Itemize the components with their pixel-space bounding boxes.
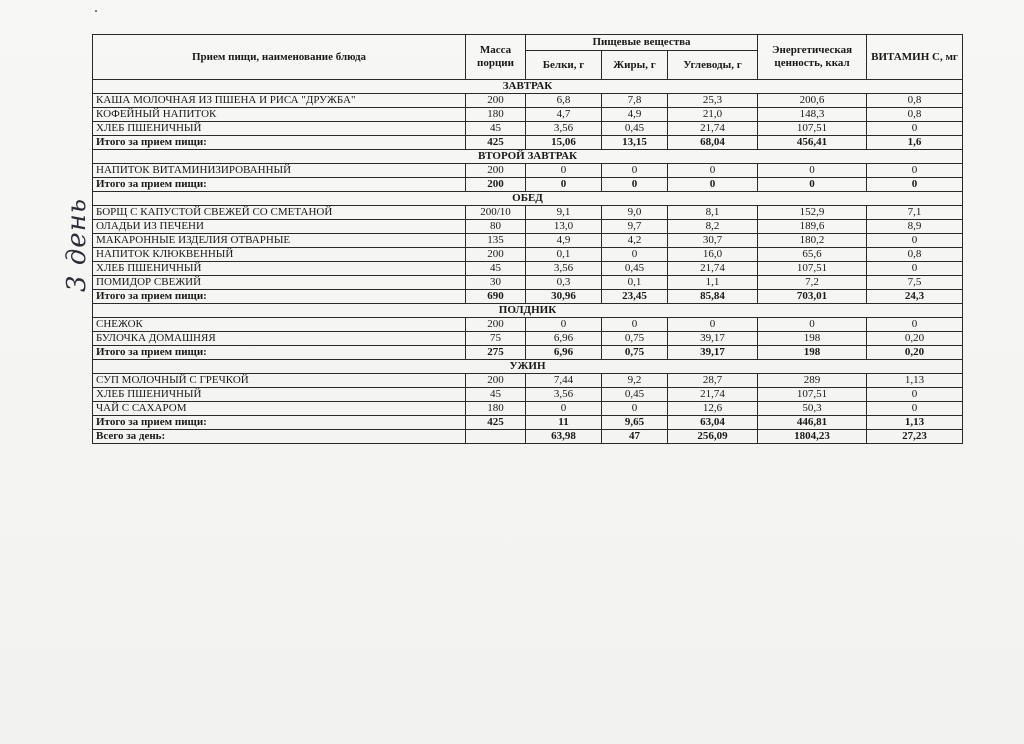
cell-mass: 75	[466, 332, 526, 346]
dish-row	[93, 94, 963, 108]
cell-energy: 198	[758, 346, 867, 360]
cell-vitc: 1,13	[867, 374, 963, 388]
cell-vitc: 0	[867, 388, 963, 402]
cell-carbs: 8,2	[668, 220, 758, 234]
cell-energy: 0	[758, 178, 867, 192]
cell-vitc: 0	[867, 262, 963, 276]
total-row	[93, 430, 963, 444]
cell-energy: 65,6	[758, 248, 867, 262]
cell-protein: 9,1	[526, 206, 602, 220]
cell-protein: 0	[526, 164, 602, 178]
cell-vitc: 0,20	[867, 332, 963, 346]
cell-fat: 4,2	[602, 234, 668, 248]
cell-vitc: 0,8	[867, 108, 963, 122]
cell-energy: 152,9	[758, 206, 867, 220]
dish-name: СУП МОЛОЧНЫЙ С ГРЕЧКОЙ	[93, 374, 466, 388]
dish-name: ПОМИДОР СВЕЖИЙ	[93, 276, 466, 290]
cell-vitc: 0	[867, 164, 963, 178]
cell-protein: 30,96	[526, 290, 602, 304]
cell-carbs: 25,3	[668, 94, 758, 108]
cell-vitc: 0	[867, 318, 963, 332]
dish-row	[93, 206, 963, 220]
cell-fat: 9,7	[602, 220, 668, 234]
cell-fat: 9,2	[602, 374, 668, 388]
cell-fat: 0	[602, 164, 668, 178]
dish-row	[93, 220, 963, 234]
cell-vitc: 1,6	[867, 136, 963, 150]
cell-energy: 1804,23	[758, 430, 867, 444]
cell-protein: 0	[526, 178, 602, 192]
cell-mass: 200	[466, 318, 526, 332]
meal-section-title: ОБЕД	[93, 192, 963, 206]
cell-vitc: 0	[867, 122, 963, 136]
cell-carbs: 21,0	[668, 108, 758, 122]
dish-name: СНЕЖОК	[93, 318, 466, 332]
cell-protein: 6,96	[526, 346, 602, 360]
total-row	[93, 178, 963, 192]
cell-protein: 3,56	[526, 388, 602, 402]
cell-vitc: 7,1	[867, 206, 963, 220]
total-label: Всего за день:	[93, 430, 466, 444]
cell-mass: 200	[466, 94, 526, 108]
cell-protein: 15,06	[526, 136, 602, 150]
cell-carbs: 21,74	[668, 262, 758, 276]
cell-protein: 6,8	[526, 94, 602, 108]
meal-section-row	[93, 150, 963, 164]
total-label: Итого за прием пищи:	[93, 346, 466, 360]
cell-mass: 200	[466, 248, 526, 262]
total-label: Итого за прием пищи:	[93, 178, 466, 192]
meal-section-row	[93, 192, 963, 206]
dish-row	[93, 374, 963, 388]
cell-fat: 0	[602, 402, 668, 416]
cell-energy: 0	[758, 318, 867, 332]
cell-protein: 0	[526, 318, 602, 332]
header-energy: Энергетическая ценность, ккал	[758, 35, 867, 80]
cell-carbs: 21,74	[668, 122, 758, 136]
header-nutrients: Пищевые вещества	[526, 35, 758, 51]
dish-name: ХЛЕБ ПШЕНИЧНЫЙ	[93, 122, 466, 136]
cell-carbs: 0	[668, 164, 758, 178]
cell-vitc: 7,5	[867, 276, 963, 290]
cell-fat: 47	[602, 430, 668, 444]
dish-name: НАПИТОК КЛЮКВЕННЫЙ	[93, 248, 466, 262]
cell-fat: 0,45	[602, 388, 668, 402]
cell-mass: 180	[466, 402, 526, 416]
cell-protein: 3,56	[526, 262, 602, 276]
cell-mass: 690	[466, 290, 526, 304]
meal-section-row	[93, 360, 963, 374]
cell-fat: 0,45	[602, 122, 668, 136]
cell-vitc: 0	[867, 402, 963, 416]
header-vitamin: ВИТАМИН С, мг	[867, 35, 963, 80]
meal-section-title: ЗАВТРАК	[93, 80, 963, 94]
cell-mass: 80	[466, 220, 526, 234]
total-row	[93, 290, 963, 304]
dish-row	[93, 108, 963, 122]
cell-energy: 289	[758, 374, 867, 388]
cell-protein: 13,0	[526, 220, 602, 234]
dish-row	[93, 318, 963, 332]
header-protein: Белки, г	[526, 51, 602, 80]
cell-energy: 703,01	[758, 290, 867, 304]
header-fat: Жиры, г	[602, 51, 668, 80]
cell-fat: 0,1	[602, 276, 668, 290]
cell-energy: 189,6	[758, 220, 867, 234]
cell-carbs: 30,7	[668, 234, 758, 248]
handwritten-day-note: 3 день	[61, 198, 92, 292]
dish-name: МАКАРОННЫЕ ИЗДЕЛИЯ ОТВАРНЫЕ	[93, 234, 466, 248]
meal-section-row	[93, 80, 963, 94]
cell-fat: 4,9	[602, 108, 668, 122]
dish-name: КАША МОЛОЧНАЯ ИЗ ПШЕНА И РИСА "ДРУЖБА"	[93, 94, 466, 108]
cell-protein: 3,56	[526, 122, 602, 136]
cell-vitc: 8,9	[867, 220, 963, 234]
cell-mass: 200	[466, 374, 526, 388]
cell-mass: 180	[466, 108, 526, 122]
cell-energy: 7,2	[758, 276, 867, 290]
meal-section-title: ВТОРОЙ ЗАВТРАК	[93, 150, 963, 164]
cell-fat: 23,45	[602, 290, 668, 304]
dish-name: БОРЩ С КАПУСТОЙ СВЕЖЕЙ СО СМЕТАНОЙ	[93, 206, 466, 220]
cell-fat: 9,65	[602, 416, 668, 430]
cell-protein: 0,1	[526, 248, 602, 262]
cell-energy: 50,3	[758, 402, 867, 416]
cell-mass	[466, 430, 526, 444]
total-row	[93, 346, 963, 360]
cell-carbs: 12,6	[668, 402, 758, 416]
cell-carbs: 85,84	[668, 290, 758, 304]
cell-mass: 45	[466, 122, 526, 136]
cell-carbs: 0	[668, 178, 758, 192]
cell-fat: 0	[602, 318, 668, 332]
cell-protein: 0	[526, 402, 602, 416]
header-mass: Масса порции	[466, 35, 526, 80]
cell-carbs: 16,0	[668, 248, 758, 262]
cell-mass: 200	[466, 178, 526, 192]
cell-mass: 45	[466, 262, 526, 276]
cell-fat: 0	[602, 248, 668, 262]
meal-section-row	[93, 304, 963, 318]
cell-vitc: 24,3	[867, 290, 963, 304]
cell-fat: 7,8	[602, 94, 668, 108]
cell-energy: 180,2	[758, 234, 867, 248]
cell-carbs: 0	[668, 318, 758, 332]
dish-name: ЧАЙ С САХАРОМ	[93, 402, 466, 416]
cell-protein: 0,3	[526, 276, 602, 290]
cell-energy: 456,41	[758, 136, 867, 150]
cell-energy: 148,3	[758, 108, 867, 122]
cell-fat: 13,15	[602, 136, 668, 150]
dish-row	[93, 122, 963, 136]
cell-fat: 0,75	[602, 346, 668, 360]
total-label: Итого за прием пищи:	[93, 136, 466, 150]
dish-name: ОЛАДЬИ ИЗ ПЕЧЕНИ	[93, 220, 466, 234]
cell-vitc: 0,8	[867, 248, 963, 262]
total-label: Итого за прием пищи:	[93, 416, 466, 430]
dish-row	[93, 262, 963, 276]
cell-energy: 107,51	[758, 388, 867, 402]
cell-mass: 45	[466, 388, 526, 402]
cell-carbs: 21,74	[668, 388, 758, 402]
cell-fat: 9,0	[602, 206, 668, 220]
menu-table-body	[93, 80, 963, 444]
cell-carbs: 39,17	[668, 346, 758, 360]
cell-energy: 107,51	[758, 262, 867, 276]
header-carbs: Углеводы, г	[668, 51, 758, 80]
cell-mass: 275	[466, 346, 526, 360]
cell-carbs: 39,17	[668, 332, 758, 346]
cell-carbs: 256,09	[668, 430, 758, 444]
cell-vitc: 0,8	[867, 94, 963, 108]
cell-mass: 425	[466, 136, 526, 150]
dish-name: БУЛОЧКА ДОМАШНЯЯ	[93, 332, 466, 346]
cell-energy: 200,6	[758, 94, 867, 108]
cell-protein: 63,98	[526, 430, 602, 444]
cell-fat: 0,75	[602, 332, 668, 346]
dish-name: ХЛЕБ ПШЕНИЧНЫЙ	[93, 388, 466, 402]
cell-vitc: 0,20	[867, 346, 963, 360]
cell-energy: 198	[758, 332, 867, 346]
cell-vitc: 1,13	[867, 416, 963, 430]
cell-carbs: 28,7	[668, 374, 758, 388]
total-row	[93, 416, 963, 430]
scan-speck	[95, 10, 97, 12]
dish-row	[93, 402, 963, 416]
dish-row	[93, 234, 963, 248]
cell-mass: 30	[466, 276, 526, 290]
cell-protein: 4,9	[526, 234, 602, 248]
dish-name: НАПИТОК ВИТАМИНИЗИРОВАННЫЙ	[93, 164, 466, 178]
dish-row	[93, 276, 963, 290]
cell-carbs: 63,04	[668, 416, 758, 430]
total-row	[93, 136, 963, 150]
cell-protein: 11	[526, 416, 602, 430]
dish-row	[93, 248, 963, 262]
dish-row	[93, 332, 963, 346]
cell-carbs: 8,1	[668, 206, 758, 220]
cell-vitc: 27,23	[867, 430, 963, 444]
cell-fat: 0	[602, 178, 668, 192]
dish-name: ХЛЕБ ПШЕНИЧНЫЙ	[93, 262, 466, 276]
cell-vitc: 0	[867, 234, 963, 248]
cell-mass: 200	[466, 164, 526, 178]
cell-vitc: 0	[867, 178, 963, 192]
cell-mass: 425	[466, 416, 526, 430]
cell-energy: 446,81	[758, 416, 867, 430]
dish-name: КОФЕЙНЫЙ НАПИТОК	[93, 108, 466, 122]
cell-mass: 200/10	[466, 206, 526, 220]
dish-row	[93, 388, 963, 402]
cell-mass: 135	[466, 234, 526, 248]
dish-row	[93, 164, 963, 178]
meal-section-title: ПОЛДНИК	[93, 304, 963, 318]
cell-protein: 6,96	[526, 332, 602, 346]
total-label: Итого за прием пищи:	[93, 290, 466, 304]
menu-table	[92, 34, 963, 444]
header-dish: Прием пищи, наименование блюда	[93, 35, 466, 80]
cell-energy: 107,51	[758, 122, 867, 136]
cell-protein: 7,44	[526, 374, 602, 388]
cell-protein: 4,7	[526, 108, 602, 122]
meal-section-title: УЖИН	[93, 360, 963, 374]
cell-carbs: 68,04	[668, 136, 758, 150]
cell-energy: 0	[758, 164, 867, 178]
cell-carbs: 1,1	[668, 276, 758, 290]
cell-fat: 0,45	[602, 262, 668, 276]
